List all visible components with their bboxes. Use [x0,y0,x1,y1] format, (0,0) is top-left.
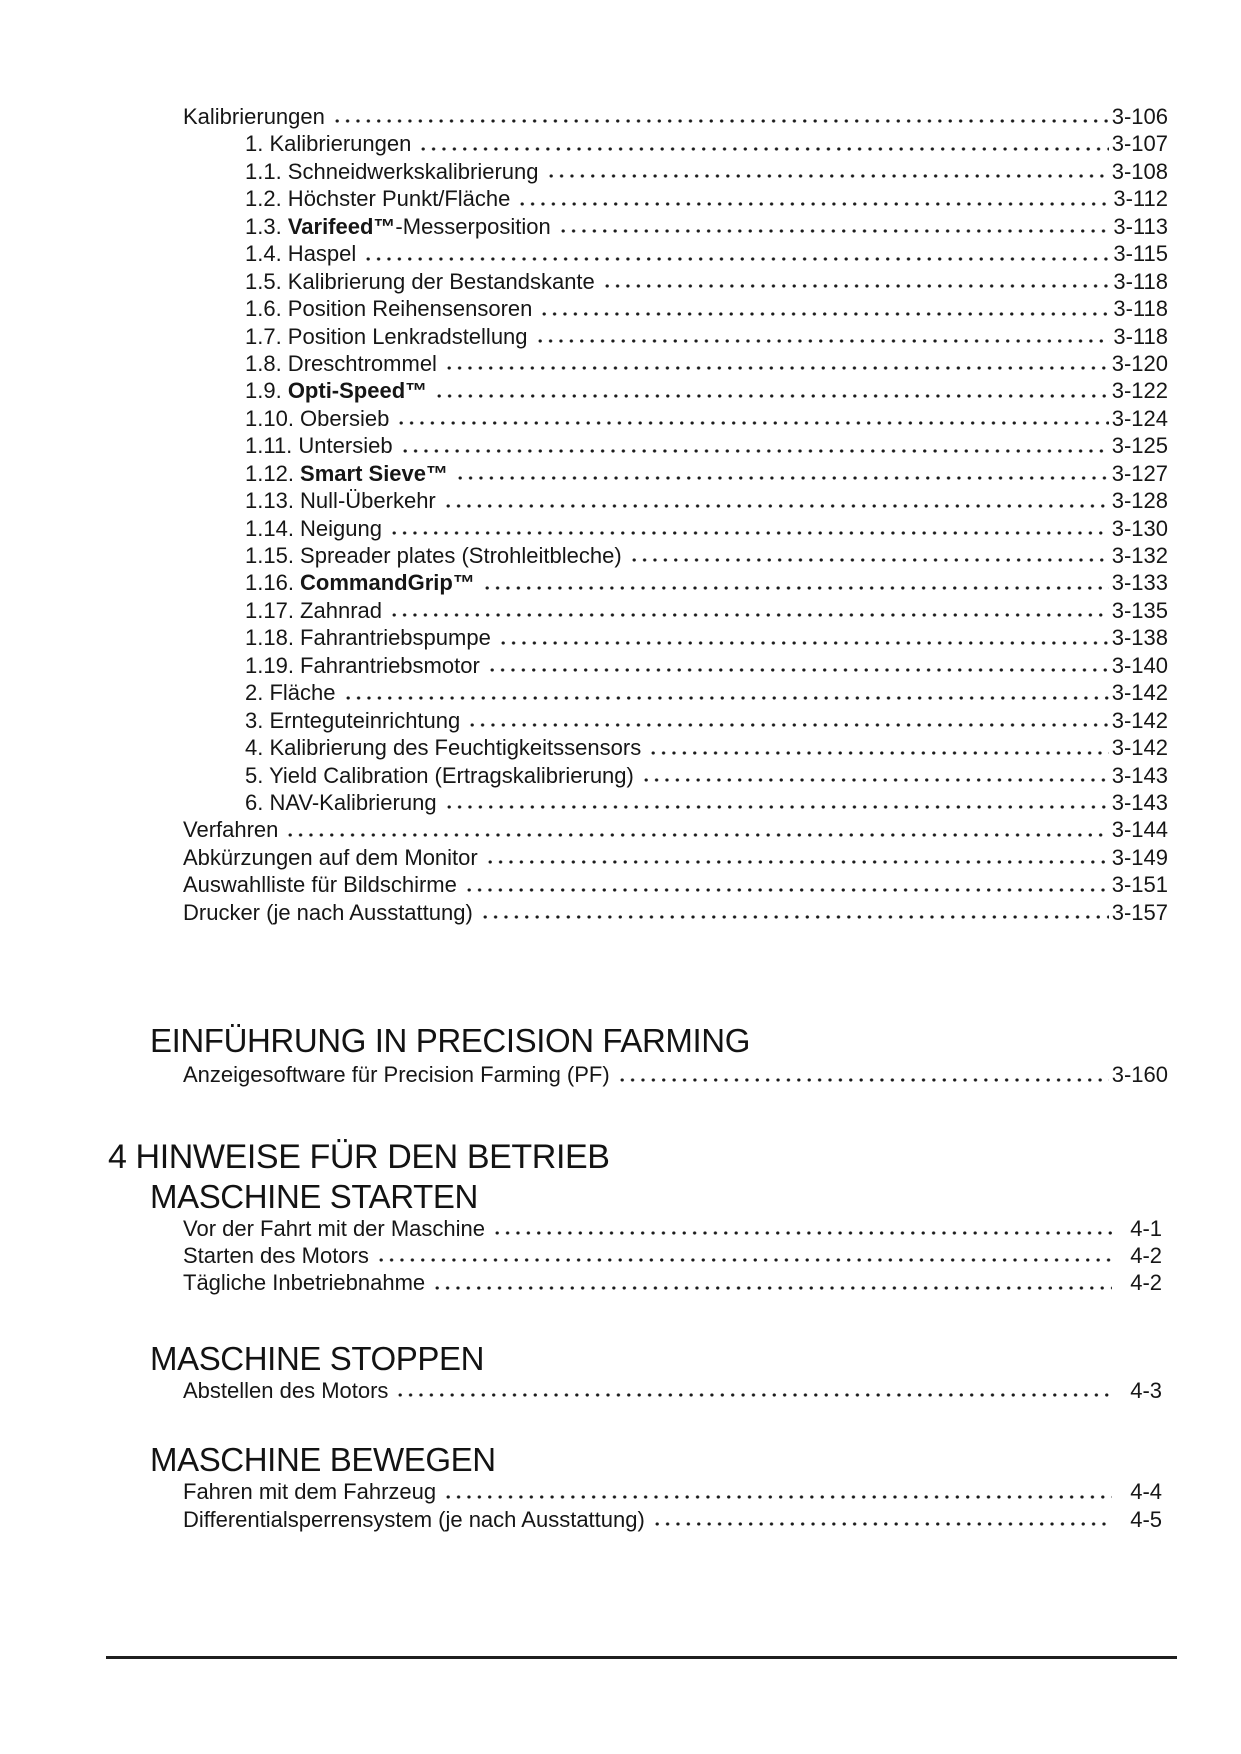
toc-entry-page: 3-113 [1113,213,1168,239]
toc-entry [0,185,1168,212]
toc-entry-label: 1.7. Position Lenkradstellung [245,323,528,349]
dot-leader [652,1506,1112,1533]
dot-leader [602,268,1111,295]
dot-leader [443,1478,1112,1505]
toc-entry-label: 1.2. Höchster Punkt/Fläche [245,186,511,212]
dot-leader [467,707,1108,734]
dot-leader [480,899,1109,926]
toc-entry-page: 3-108 [1111,158,1168,184]
dot-leader [389,515,1109,542]
dot-leader [617,1061,1109,1088]
toc-entry [0,789,1168,816]
dot-leader [400,432,1109,459]
toc-entry-label: Anzeigesoftware für Precision Farming (PF) [183,1062,610,1088]
intro-section-heading: EINFÜHRUNG IN PRECISION FARMING [150,1022,750,1060]
toc-entry-page: 3-142 [1111,735,1168,761]
chapter4-heading: 4 HINWEISE FÜR DEN BETRIEB [108,1137,610,1176]
toc-entry-label: 1.18. Fahrantriebspumpe [245,625,491,651]
dot-leader [641,762,1109,789]
toc-entry [0,624,1168,651]
dot-leader [285,816,1108,843]
toc-entry [0,816,1168,843]
intro-toc-list [0,1061,1241,1088]
toc-entry [0,1061,1168,1088]
toc-entry-label: 1. Kalibrierungen [245,131,412,157]
toc-content [0,103,1241,1533]
toc-entry [0,1242,1162,1269]
toc-entry [0,515,1168,542]
toc-entry-label: Abstellen des Motors [183,1377,389,1403]
toc-entry [0,377,1168,404]
toc-entry-page: 3-135 [1111,597,1168,623]
toc-entry-page: 3-142 [1111,707,1168,733]
toc-entry [0,871,1168,898]
toc-entry [0,158,1168,185]
toc-entry-page: 3-118 [1113,268,1168,294]
toc-entry-label: 1.10. Obersieb [245,405,390,431]
dot-leader [376,1242,1112,1269]
toc-entry-label: 1.14. Neigung [245,515,382,541]
toc-entry-label: 1.6. Position Reihensensoren [245,296,533,322]
toc-entry-label: 6. NAV-Kalibrierung [245,789,437,815]
dot-leader [648,734,1109,761]
dot-leader [444,350,1109,377]
toc-entry-label: 1.13. Null-Überkehr [245,488,436,514]
toc-entry-label: Auswahlliste für Bildschirme [183,872,457,898]
toc-entry-label: 1.9. Opti-Speed™ [245,378,428,404]
toc-entry-page: 3-115 [1113,241,1168,267]
toc-entry-label: 1.16. CommandGrip™ [245,570,475,596]
dot-leader [492,1215,1112,1242]
toc-entry-page: 3-133 [1111,570,1168,596]
toc-entry [0,213,1168,240]
toc-entry-page: 3-127 [1111,460,1168,486]
toc-entry-page: 4-4 [1130,1479,1162,1505]
dot-leader [482,569,1109,596]
toc-entry [0,432,1168,459]
dot-leader [363,240,1110,267]
dot-leader [455,460,1109,487]
toc-entry [0,1377,1162,1404]
toc-entry-label: 1.5. Kalibrierung der Bestandskante [245,268,595,294]
dot-leader [396,405,1108,432]
toc-entry-label: 1.19. Fahrantriebsmotor [245,652,480,678]
toc-entry [0,1478,1162,1505]
dot-leader [443,487,1109,514]
dot-leader [487,652,1109,679]
toc-entry [0,1269,1162,1296]
dot-leader [444,789,1109,816]
toc-entry-page: 3-124 [1111,405,1168,431]
dot-leader [535,323,1111,350]
toc-entry-page: 3-106 [1111,104,1168,129]
section-heading-maschine-starten: MASCHINE STARTEN [150,1177,478,1215]
footer-rule [106,1656,1177,1659]
toc-entry-page: 3-118 [1113,296,1168,322]
toc-entry-label: 1.3. Varifeed™-Messerposition [245,213,551,239]
toc-entry-label: Abkürzungen auf dem Monitor [183,844,478,870]
dot-leader [517,185,1110,212]
toc-entry-page: 3-128 [1111,488,1168,514]
toc-entry-label: Kalibrierungen [183,104,325,129]
section-heading-maschine-stoppen: MASCHINE STOPPEN [150,1339,485,1377]
toc-entry-label: 3. Ernteguteinrichtung [245,707,461,733]
toc-entry-page: 3-140 [1111,652,1168,678]
toc-entry-page: 3-112 [1113,186,1168,212]
toc-entry-page: 3-157 [1111,899,1168,925]
toc-entry [0,844,1168,871]
toc-entry [0,1215,1162,1242]
toc-entry-page: 3-143 [1111,762,1168,788]
dot-leader [389,597,1109,624]
maschine-stoppen-toc-list [0,1377,1241,1404]
dot-leader [343,679,1109,706]
toc-entry [0,103,1168,130]
dot-leader [546,158,1109,185]
toc-entry-label: Drucker (je nach Ausstattung) [183,899,473,925]
toc-entry-label: Vor der Fahrt mit der Maschine [183,1215,486,1241]
toc-entry-label: Verfahren [183,817,279,843]
toc-entry-page: 3-138 [1111,625,1168,651]
dot-leader [434,377,1109,404]
toc-entry [0,460,1168,487]
toc-entry-label: 5. Yield Calibration (Ertragskalibrierung) [245,762,634,788]
dot-leader [558,213,1111,240]
toc-entry-page: 3-125 [1111,433,1168,459]
toc-entry-page: 3-120 [1111,350,1168,376]
toc-entry-page: 3-107 [1111,131,1168,157]
toc-entry-label: 1.17. Zahnrad [245,597,382,623]
toc-entry-label: Fahren mit dem Fahrzeug [183,1479,437,1505]
toc-entry-page: 3-149 [1111,844,1168,870]
toc-entry-label: 1.11. Untersieb [245,433,393,459]
dot-leader [395,1377,1112,1404]
toc-entry-label: 1.4. Haspel [245,241,357,267]
toc-entry-page: 4-2 [1130,1270,1162,1296]
dot-leader [539,295,1110,322]
toc-entry [0,405,1168,432]
toc-entry-page: 4-3 [1130,1377,1162,1403]
dot-leader [629,542,1109,569]
toc-entry-page: 3-118 [1113,323,1168,349]
toc-entry [0,350,1168,377]
toc-entry [0,268,1168,295]
dot-leader [464,871,1109,898]
toc-entry-label: 4. Kalibrierung des Feuchtigkeitssensors [245,735,642,761]
toc-entry [0,487,1168,514]
toc-entry [0,652,1168,679]
toc-entry [0,734,1168,761]
toc-entry-page: 3-132 [1111,543,1168,568]
toc-entry-label: 1.1. Schneidwerkskalibrierung [245,158,539,184]
toc-entry-page: 4-2 [1130,1243,1162,1268]
toc-entry [0,679,1168,706]
toc-entry [0,542,1168,569]
maschine-starten-toc-list [0,1215,1241,1297]
maschine-bewegen-toc-list [0,1478,1241,1533]
toc-entry [0,569,1168,596]
dot-leader [432,1269,1112,1296]
dot-leader [332,103,1109,130]
toc-entry [0,130,1168,157]
toc-entry-page: 4-1 [1130,1215,1162,1241]
toc-entry-page: 3-151 [1111,872,1168,898]
dot-leader [498,624,1109,651]
toc-entry-label: Tägliche Inbetriebnahme [183,1270,426,1296]
toc-entry [0,323,1168,350]
toc-entry-page: 3-142 [1111,680,1168,706]
toc-entry-label: 1.12. Smart Sieve™ [245,460,449,486]
toc-entry [0,295,1168,322]
toc-entry-label: Differentialsperrensystem (je nach Ausstattung) [183,1506,645,1532]
toc-entry-page: 3-160 [1111,1062,1168,1088]
toc-entry-label: 1.8. Dreschtrommel [245,350,437,376]
dot-leader [485,844,1109,871]
section3-toc-list [0,103,1241,926]
section-heading-maschine-bewegen: MASCHINE BEWEGEN [150,1441,496,1479]
dot-leader [418,130,1108,157]
toc-entry-page: 3-143 [1111,789,1168,815]
toc-entry-page: 4-5 [1130,1506,1162,1532]
toc-entry [0,707,1168,734]
toc-entry-page: 3-144 [1111,817,1168,843]
toc-entry [0,1506,1162,1533]
toc-entry-label: Starten des Motors [183,1243,369,1268]
toc-entry-page: 3-130 [1111,515,1168,541]
toc-entry [0,762,1168,789]
toc-entry-label: 1.15. Spreader plates (Strohleitbleche) [245,543,622,568]
toc-entry [0,597,1168,624]
toc-entry-page: 3-122 [1111,378,1168,404]
toc-entry [0,240,1168,267]
toc-entry [0,899,1168,926]
toc-entry-label: 2. Fläche [245,680,336,706]
